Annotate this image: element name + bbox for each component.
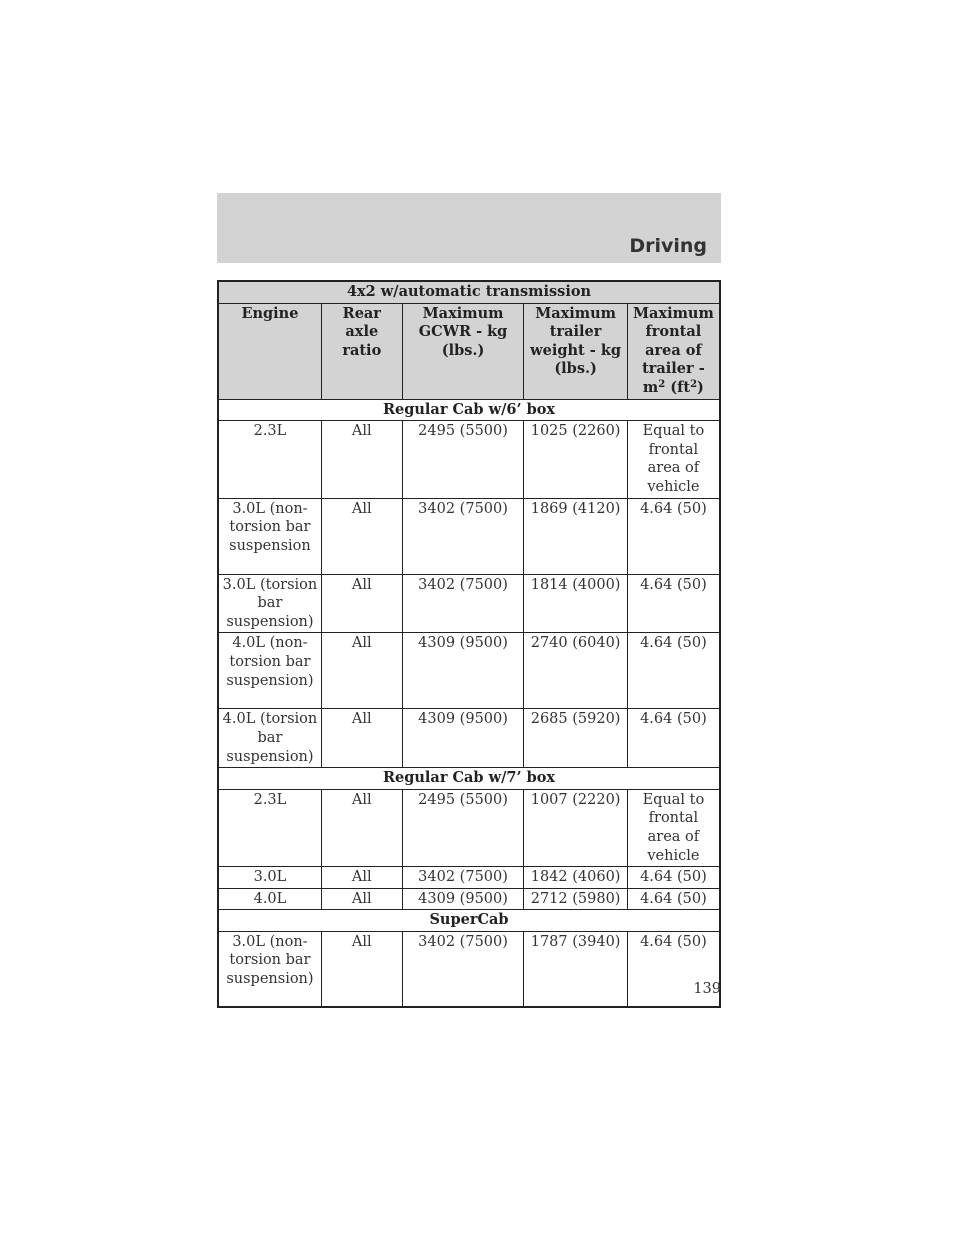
cell-axle-ratio: All [321,888,402,910]
cell-gcwr: 2495 (5500) [402,421,524,498]
cell-gcwr: 3402 (7500) [402,931,524,1007]
cell-gcwr: 4309 (9500) [402,709,524,768]
cell-frontal-area: 4.64 (50) [627,709,720,768]
cell-gcwr: 4309 (9500) [402,633,524,709]
cell-axle-ratio: All [321,867,402,889]
table-row [218,709,720,768]
section-title-supercab: SuperCab [218,910,720,932]
superscript-2: 2 [690,378,698,390]
table-row [218,888,720,910]
column-header-rear-axle-ratio: Rear axle ratio [321,303,402,399]
column-header-max-frontal-area [627,303,720,399]
page-number: 139 [693,981,721,997]
cell-frontal-area: 4.64 (50) [627,931,720,1007]
table-caption-row [218,281,720,303]
cell-frontal-area: Equal to frontal area of vehicle [627,789,720,866]
cell-axle-ratio: All [321,709,402,768]
cell-engine: 2.3L [218,421,321,498]
cell-engine: 4.0L (non-torsion bar suspension) [218,633,321,709]
cell-gcwr: 4309 (9500) [402,888,524,910]
cell-engine: 3.0L (non-torsion bar suspension) [218,931,321,1007]
column-header-max-trailer-weight: Maximum trailer weight - kg (lbs.) [524,303,627,399]
cell-gcwr: 3402 (7500) [402,498,524,574]
table-row [218,931,720,1007]
table-caption: 4x2 w/automatic transmission [218,281,720,303]
cell-engine: 3.0L [218,867,321,889]
column-header-row [218,303,720,399]
cell-trailer-weight: 1787 (3940) [524,931,627,1007]
cell-gcwr: 3402 (7500) [402,867,524,889]
column-header-engine: Engine [218,303,321,399]
section-title-regular-cab-7ft: Regular Cab w/7’ box [218,768,720,790]
cell-axle-ratio: All [321,498,402,574]
cell-frontal-area: 4.64 (50) [627,888,720,910]
cell-engine: 3.0L (torsion bar suspension) [218,574,321,633]
table-row [218,867,720,889]
cell-engine: 2.3L [218,789,321,866]
cell-trailer-weight: 2740 (6040) [524,633,627,709]
towing-spec-table [217,280,721,1008]
cell-frontal-area: Equal to frontal area of vehicle [627,421,720,498]
cell-gcwr: 3402 (7500) [402,574,524,633]
table-row [218,421,720,498]
table-row [218,633,720,709]
cell-frontal-area: 4.64 (50) [627,633,720,709]
cell-trailer-weight: 1842 (4060) [524,867,627,889]
section-row [218,910,720,932]
section-title: Driving [629,235,707,257]
cell-gcwr: 2495 (5500) [402,789,524,866]
cell-trailer-weight: 1025 (2260) [524,421,627,498]
cell-frontal-area: 4.64 (50) [627,574,720,633]
section-header-band [217,193,721,263]
cell-trailer-weight: 1007 (2220) [524,789,627,866]
cell-axle-ratio: All [321,633,402,709]
cell-engine: 4.0L [218,888,321,910]
table-row [218,498,720,574]
section-title-regular-cab-6ft: Regular Cab w/6’ box [218,399,720,421]
cell-frontal-area: 4.64 (50) [627,867,720,889]
section-row [218,399,720,421]
cell-frontal-area: 4.64 (50) [627,498,720,574]
column-header-frontal-area-text: Maximum frontal area of trailer - m [632,304,714,396]
column-header-max-gcwr: Maximum GCWR - kg (lbs.) [402,303,524,399]
superscript-2: 2 [658,378,666,390]
cell-engine: 3.0L (non-torsion bar suspension [218,498,321,574]
cell-axle-ratio: All [321,574,402,633]
cell-axle-ratio: All [321,931,402,1007]
table-row [218,789,720,866]
section-row [218,768,720,790]
cell-axle-ratio: All [321,421,402,498]
unit-close: ) [697,378,704,396]
cell-axle-ratio: All [321,789,402,866]
cell-trailer-weight: 1869 (4120) [524,498,627,574]
cell-engine: 4.0L (torsion bar suspension) [218,709,321,768]
cell-trailer-weight: 1814 (4000) [524,574,627,633]
table-row [218,574,720,633]
unit-open: (ft [670,378,691,396]
cell-trailer-weight: 2685 (5920) [524,709,627,768]
cell-trailer-weight: 2712 (5980) [524,888,627,910]
